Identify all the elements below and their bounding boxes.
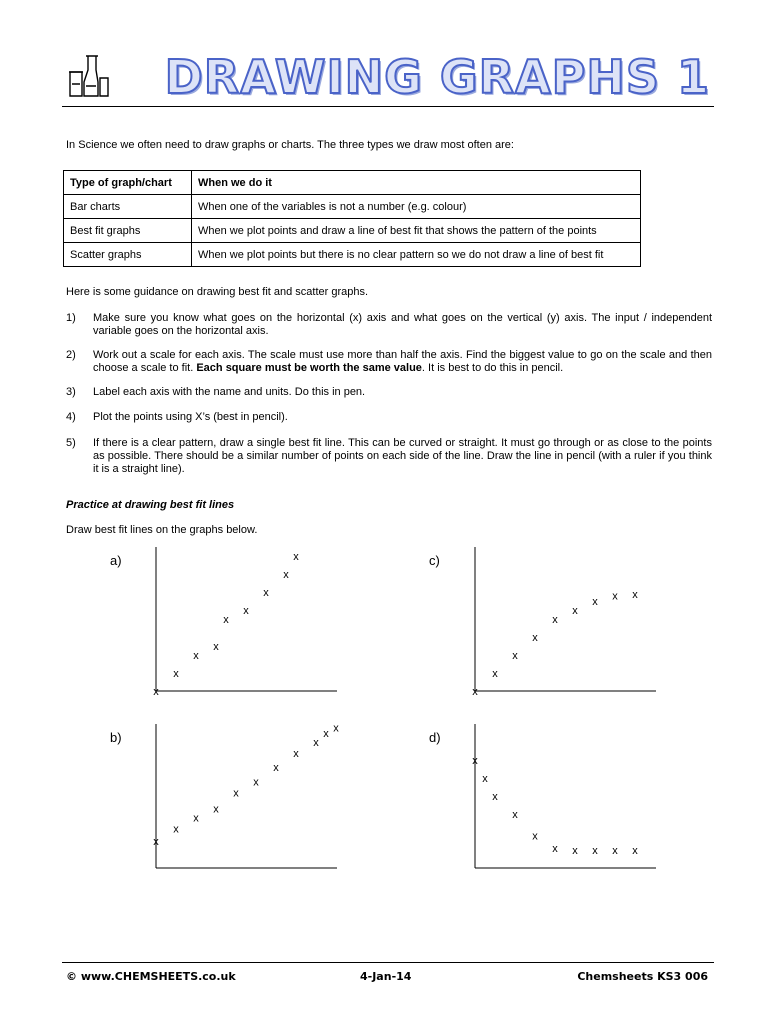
step-number: 3) <box>66 386 76 398</box>
data-point-x: x <box>512 650 518 662</box>
data-point-x: x <box>492 668 498 680</box>
data-point-x: x <box>293 747 299 760</box>
graph-label-b: b) <box>110 730 122 745</box>
step-text: If there is a clear pattern, draw a single best fit line. This can be curved or straight. It must go through or as close to the points as possible. There should be a similar number of points on each side of the line. Draw the line in pencil (with a ruler if you think it is a straight line). <box>93 437 712 475</box>
table-cell: Scatter graphs <box>64 243 192 267</box>
data-point-x: x <box>243 605 249 617</box>
data-point-x: x <box>153 686 159 698</box>
data-point-x: x <box>223 614 229 626</box>
table-cell: When one of the variables is not a number (e.g. colour) <box>192 195 641 219</box>
step-3 <box>66 386 712 399</box>
step-1 <box>66 312 712 338</box>
data-point-x: x <box>213 803 219 816</box>
data-point-x: x <box>323 728 329 740</box>
step-number: 5) <box>66 437 76 449</box>
graph-types-table <box>63 170 641 267</box>
graph-label-c: c) <box>429 553 440 568</box>
data-point-x: x <box>592 845 598 857</box>
table-row <box>64 243 641 267</box>
data-point-x: x <box>173 823 179 836</box>
footer-reference: Chemsheets KS3 006 <box>577 970 708 983</box>
footer-website: © www.CHEMSHEETS.co.uk <box>66 970 236 983</box>
data-point-x: x <box>173 668 179 680</box>
graph-c[interactable] <box>472 545 664 698</box>
data-point-x: x <box>532 632 538 644</box>
data-point-x: x <box>333 722 339 735</box>
graph-label-a: a) <box>110 553 122 568</box>
intro-text: In Science we often need to draw graphs or charts. The three types we draw most often are: <box>66 139 514 151</box>
data-point-x: x <box>572 845 578 857</box>
step-emphasis: Each square must be worth the same value <box>196 362 422 374</box>
page-title: DRAWING GRAPHS 1 <box>164 50 710 104</box>
data-point-x: x <box>193 650 199 662</box>
step-5 <box>66 437 712 476</box>
data-point-x: x <box>213 641 219 653</box>
data-point-x: x <box>293 551 299 563</box>
data-point-x: x <box>263 587 269 599</box>
data-point-x: x <box>612 845 618 857</box>
data-point-x: x <box>472 686 478 698</box>
table-cell: When we plot points but there is no clear pattern so we do not draw a line of best fit <box>192 243 641 267</box>
practice-instruction: Draw best fit lines on the graphs below. <box>66 524 258 536</box>
data-point-x: x <box>592 596 598 608</box>
footer-date: 4-Jan-14 <box>360 970 412 983</box>
data-point-x: x <box>512 809 518 821</box>
step-4 <box>66 411 712 424</box>
data-point-x: x <box>552 843 558 856</box>
graph-d[interactable] <box>474 722 664 872</box>
data-point-x: x <box>612 590 618 603</box>
table-cell: Best fit graphs <box>64 219 192 243</box>
step-text: Work out a scale for each axis. The scale must use more than half the axis. Find the biggest value to go on the scale and then choose a scale to fit. Each square must be worth the same value. It is best to do this in pencil. <box>93 349 712 374</box>
data-point-x: x <box>283 569 289 581</box>
graph-a[interactable] <box>153 545 345 698</box>
table-cell: Bar charts <box>64 195 192 219</box>
guidance-intro: Here is some guidance on drawing best fit and scatter graphs. <box>66 286 369 298</box>
lab-glassware-icon <box>66 52 110 100</box>
data-point-x: x <box>552 614 558 626</box>
data-point-x: x <box>153 836 159 848</box>
table-header-type: Type of graph/chart <box>64 171 192 195</box>
data-point-x: x <box>482 773 488 785</box>
step-number: 2) <box>66 349 76 361</box>
graph-label-d: d) <box>429 730 441 745</box>
data-point-x: x <box>632 588 638 601</box>
data-point-x: x <box>632 845 638 857</box>
table-cell: When we plot points and draw a line of best fit that shows the pattern of the points <box>192 219 641 243</box>
data-point-x: x <box>472 755 478 767</box>
data-point-x: x <box>233 787 239 800</box>
table-header-when: When we do it <box>192 171 641 195</box>
data-point-x: x <box>313 737 319 749</box>
table-header-row <box>64 171 641 195</box>
practice-heading: Practice at drawing best fit lines <box>66 499 235 511</box>
data-point-x: x <box>532 830 538 843</box>
data-point-x: x <box>193 812 199 825</box>
header-divider <box>62 106 714 107</box>
step-text: Label each axis with the name and units. Do this in pen. <box>93 386 366 398</box>
step-number: 4) <box>66 411 76 423</box>
data-point-x: x <box>273 762 279 775</box>
data-point-x: x <box>492 791 498 803</box>
step-2 <box>66 349 712 375</box>
footer-divider <box>62 962 714 963</box>
graph-b[interactable] <box>155 722 345 872</box>
step-text: Make sure you know what goes on the horizontal (x) axis and what goes on the vertical (y) axis. The input / independent variable goes on the horizontal axis. <box>93 312 712 337</box>
data-point-x: x <box>253 776 259 789</box>
table-row <box>64 219 641 243</box>
data-point-x: x <box>572 605 578 617</box>
step-text: Plot the points using X’s (best in pencil). <box>93 411 288 423</box>
step-number: 1) <box>66 312 76 324</box>
table-row <box>64 195 641 219</box>
